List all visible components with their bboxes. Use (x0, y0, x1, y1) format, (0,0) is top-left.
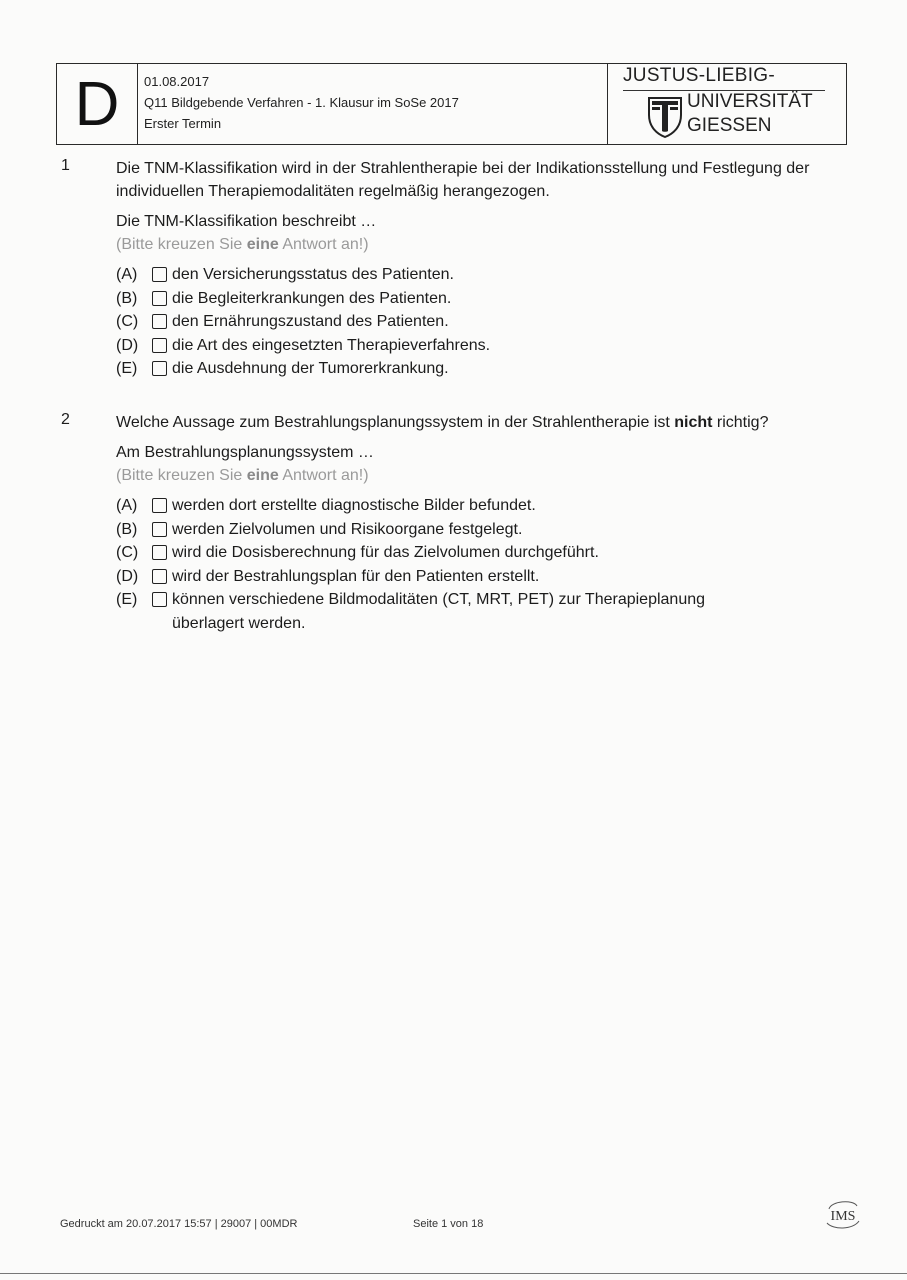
answer-checkbox[interactable] (152, 522, 167, 537)
question-number: 1 (61, 157, 70, 174)
question-text: Welche Aussage zum Bestrahlungsplanungssystem in der Strahlentherapie ist nicht richtig? (116, 414, 769, 431)
university-name-line2: UNIVERSITÄT (687, 91, 813, 112)
university-block (608, 64, 846, 144)
answer-checkbox[interactable] (152, 592, 167, 607)
answer-checkbox[interactable] (152, 338, 167, 353)
answer-checkbox[interactable] (152, 267, 167, 282)
option-d: (D) wird der Bestrahlungsplan für den Patienten erstellt. (116, 567, 540, 585)
answer-checkbox[interactable] (152, 291, 167, 306)
question-number: 2 (61, 411, 70, 428)
exam-header (56, 63, 847, 145)
answer-checkbox[interactable] (152, 569, 167, 584)
option-a: (A) den Versicherungsstatus des Patienten. (116, 266, 454, 283)
option-b: (B) die Begleiterkrankungen des Patienten. (116, 289, 452, 307)
exam-course: Q11 Bildgebende Verfahren - 1. Klausur im SoSe 2017 (144, 95, 459, 110)
bottom-scan-edge (0, 1273, 907, 1274)
question-body (116, 411, 856, 635)
question-lead: Am Bestrahlungsplanungssystem … (116, 444, 374, 461)
university-name-line3: GIESSEN (687, 115, 772, 136)
answer-hint: (Bitte kreuzen Sie eine Antwort an!) (116, 236, 369, 253)
answer-checkbox[interactable] (152, 314, 167, 329)
ims-logo (823, 1197, 863, 1231)
option-a: (A) werden dort erstellte diagnostische Bilder befundet. (116, 497, 536, 514)
print-info: Gedruckt am 20.07.2017 15:57 | 29007 | 00MDR (60, 1218, 298, 1230)
answer-hint: (Bitte kreuzen Sie eine Antwort an!) (116, 467, 369, 484)
answer-options (116, 494, 776, 635)
answer-options (116, 263, 846, 381)
version-cell (57, 64, 138, 144)
university-name-line1: JUSTUS-LIEBIG- (623, 65, 775, 86)
option-c: (C) den Ernährungszustand des Patienten. (116, 313, 449, 330)
exam-info (138, 64, 608, 144)
question-text: Die TNM-Klassifikation wird in der Strahlentherapie bei der Indikationsstellung und Festlegung der individuellen Therapiemodalitäten regelmäßig herangezogen. (116, 160, 810, 200)
answer-checkbox[interactable] (152, 545, 167, 560)
option-e: (E) können verschiedene Bildmodalitäten (CT, MRT, PET) zur Therapieplanung überlagert werden. (116, 591, 706, 632)
exam-version-letter: D (74, 70, 120, 139)
answer-checkbox[interactable] (152, 361, 167, 376)
question-lead: Die TNM-Klassifikation beschreibt … (116, 213, 377, 230)
option-b: (B) werden Zielvolumen und Risikoorgane festgelegt. (116, 520, 523, 538)
option-e: (E) die Ausdehnung der Tumorerkrankung. (116, 360, 449, 377)
answer-checkbox[interactable] (152, 498, 167, 513)
page-number: Seite 1 von 18 (413, 1218, 484, 1230)
exam-date: 01.08.2017 (144, 74, 210, 89)
ims-logo-text: IMS (830, 1209, 856, 1224)
option-d: (D) die Art des eingesetzten Therapieverfahrens. (116, 336, 491, 354)
university-shield-icon (647, 95, 683, 139)
exam-session: Erster Termin (144, 116, 222, 131)
option-c: (C) wird die Dosisberechnung für das Zielvolumen durchgeführt. (116, 544, 599, 561)
question-body (116, 157, 846, 381)
